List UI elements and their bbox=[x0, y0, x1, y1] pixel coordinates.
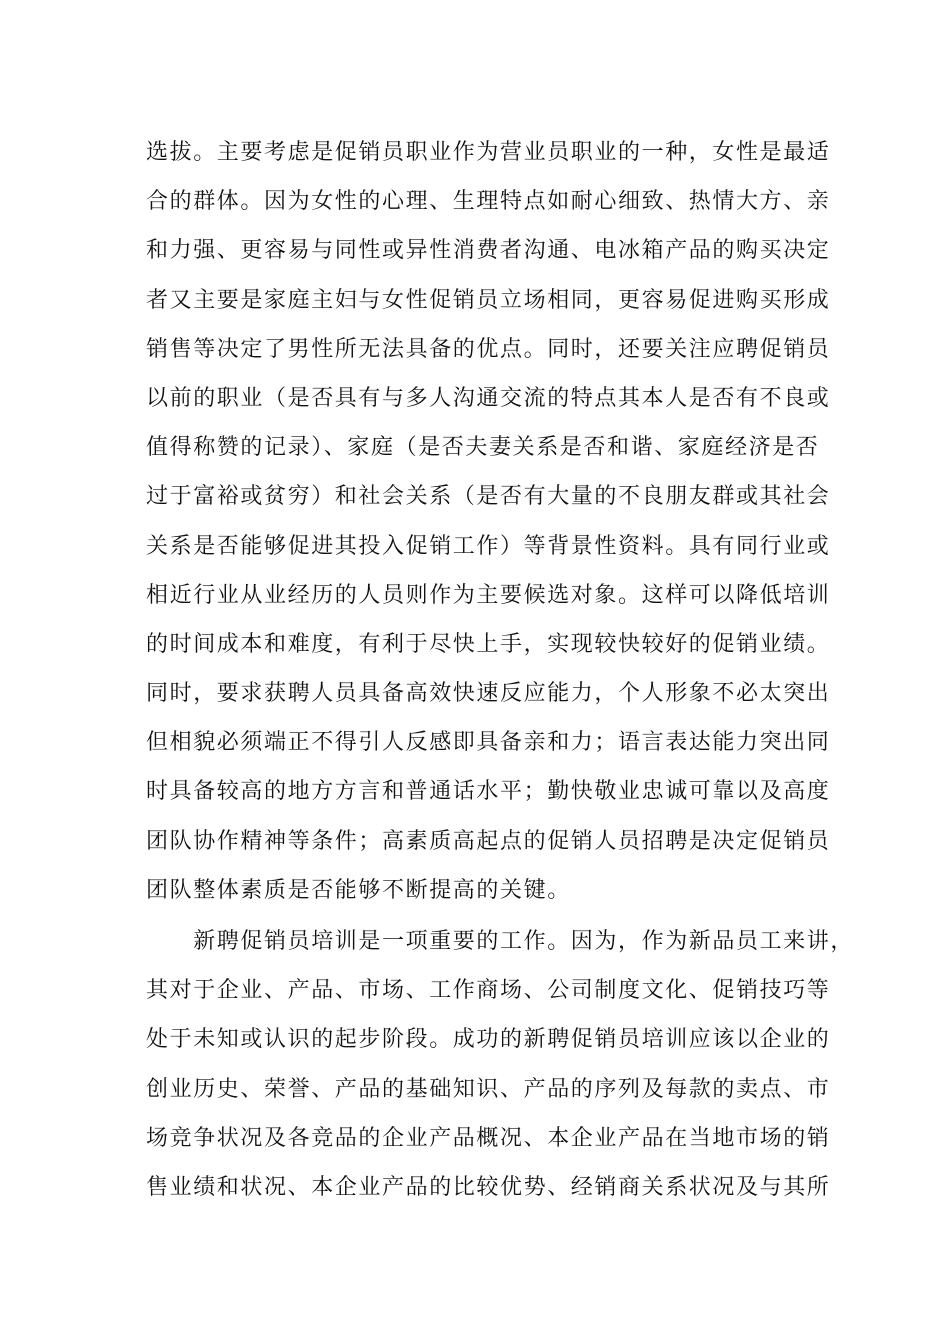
document-body bbox=[146, 128, 855, 1212]
paragraph-1 bbox=[146, 128, 831, 915]
text-line: 其对于企业、产品、市场、工作商场、公司制度文化、促销技巧等 bbox=[146, 978, 831, 1004]
text-line: 以前的职业（是否具有与多人沟通交流的特点其本人是否有不良或 bbox=[146, 385, 831, 411]
text-line: 和力强、更容易与同性或异性消费者沟通、电冰箱产品的购买决定 bbox=[146, 238, 831, 264]
text-line: 处于未知或认识的起步阶段。成功的新聘促销员培训应该以企业的 bbox=[146, 1027, 831, 1053]
text-line: 合的群体。因为女性的心理、生理特点如耐心细致、热情大方、亲 bbox=[146, 189, 831, 215]
text-line: 时具备较高的地方方言和普通话水平；勤快敬业忠诚可靠以及高度 bbox=[146, 779, 831, 805]
text-line: 新聘促销员培训是一项重要的工作。因为，作为新品员工来讲， bbox=[146, 929, 855, 954]
text-line: 值得称赞的记录）、家庭（是否夫妻关系是否和谐、家庭经济是否 bbox=[146, 435, 820, 461]
text-line: 销售等决定了男性所无法具备的优点。同时，还要关注应聘促销员 bbox=[146, 336, 831, 362]
text-line: 选拔。主要考虑是促销员职业作为营业员职业的一种，女性是最适 bbox=[146, 140, 831, 165]
text-line: 关系是否能够促进其投入促销工作）等背景性资料。具有同行业或 bbox=[146, 533, 831, 559]
text-line: 相近行业从业经历的人员则作为主要候选对象。这样可以降低培训 bbox=[146, 582, 831, 608]
text-line: 的时间成本和难度，有利于尽快上手，实现较快较好的促销业绩。 bbox=[146, 631, 831, 657]
text-line: 同时，要求获聘人员具备高效快速反应能力，个人形象不必太突出 bbox=[146, 681, 831, 707]
paragraph-2 bbox=[146, 917, 855, 1212]
text-line: 过于富裕或贫穷）和社会关系（是否有大量的不良朋友群或其社会 bbox=[146, 484, 831, 510]
text-line: 但相貌必须端正不得引人反感即具备亲和力；语言表达能力突出同 bbox=[146, 730, 831, 756]
text-line: 团队协作精神等条件；高素质高起点的促销人员招聘是决定促销员 bbox=[146, 828, 831, 854]
text-line: 创业历史、荣誉、产品的基础知识、产品的序列及每款的卖点、市 bbox=[146, 1076, 831, 1102]
text-line: 场竞争状况及各竞品的企业产品概况、本企业产品在当地市场的销 bbox=[146, 1125, 831, 1151]
text-line: 售业绩和状况、本企业产品的比较优势、经销商关系状况及与其所 bbox=[146, 1174, 831, 1200]
text-line: 者又主要是家庭主妇与女性促销员立场相同，更容易促进购买形成 bbox=[146, 287, 831, 313]
text-line: 团队整体素质是否能够不断提高的关键。 bbox=[146, 877, 571, 903]
